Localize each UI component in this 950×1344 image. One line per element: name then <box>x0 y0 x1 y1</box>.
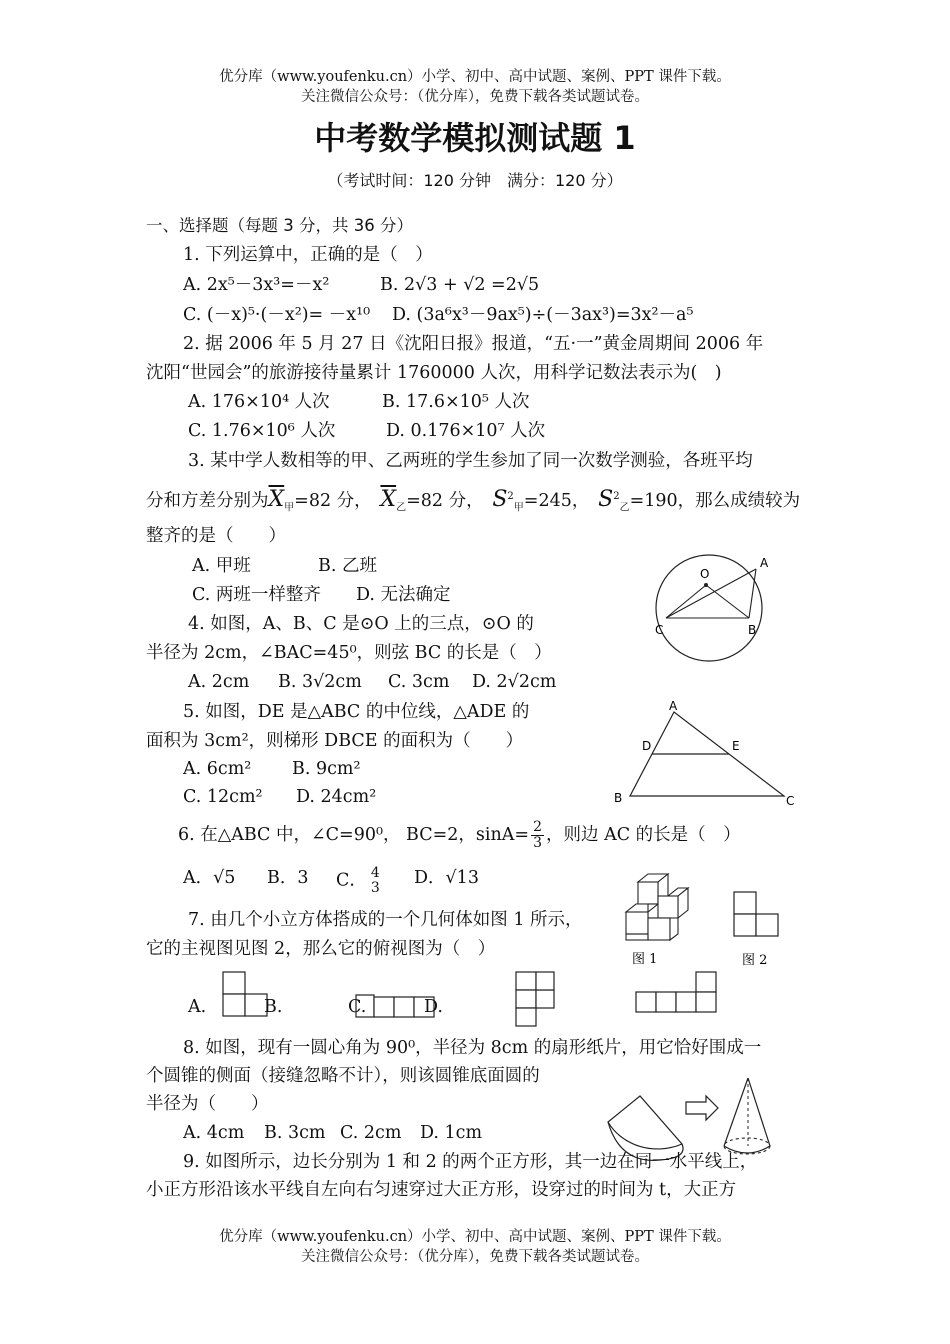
grid-cell <box>636 992 656 1012</box>
q6-option-c <box>336 866 384 896</box>
q2-option-b: B. 17.6×10⁵ 人次 <box>382 392 530 412</box>
q3-option-c: C. 两班一样整齐 <box>192 585 321 605</box>
q7-option-d: D. <box>424 997 443 1017</box>
grid-cell <box>696 972 716 992</box>
q3-mean-yi: =82 分， <box>406 491 475 511</box>
cube-side-3 <box>670 918 678 940</box>
q1-stem: 1. 下列运算中，正确的是（ ） <box>183 245 433 265</box>
grid-cell <box>536 990 554 1008</box>
cube-figure-1 <box>610 870 700 965</box>
grid-cell <box>696 992 716 1012</box>
grid-cell <box>656 992 676 1012</box>
q6-c-num: 4 <box>370 865 380 881</box>
view-cell <box>734 892 756 914</box>
s-yi-sub: 乙 <box>619 502 630 514</box>
header-line-2: 关注微信公众号：（优分库），免费下载各类试题试卷。 <box>301 89 649 105</box>
q6-option-c-label: C． <box>336 870 367 891</box>
q3-option-a: A. 甲班 <box>192 556 251 576</box>
x-bar-yi-sub: 乙 <box>396 502 407 514</box>
q6-option-a: A．√5 <box>183 868 236 888</box>
grid-cell <box>516 990 536 1008</box>
cube-base <box>626 934 648 940</box>
q8-stem-line-3: 半径为（ ） <box>146 1094 269 1114</box>
cone-edge-left <box>724 1078 748 1146</box>
q8-option-b: B. 3cm <box>264 1123 326 1143</box>
q4-stem-line-1: 4. 如图，A、B、C 是⊙O 上的三点，⊙O 的 <box>188 614 534 634</box>
q8-stem-line-1: 8. 如图，现有一圆心角为 90⁰，半径为 8cm 的扇形纸片，用它恰好围成一 <box>183 1038 762 1058</box>
section-heading: 一、选择题（每题 3 分，共 36 分） <box>146 216 413 235</box>
grid-cell <box>223 994 245 1016</box>
q7-option-a: A. <box>188 997 207 1017</box>
q7-option-c: C. <box>348 997 367 1017</box>
q3-stem-line-3: 整齐的是（ ） <box>146 526 286 546</box>
grid-cell <box>356 995 374 1017</box>
cube-front-2 <box>658 896 678 918</box>
s-jia: S <box>492 487 508 512</box>
q6-option-b: B．3 <box>267 868 309 888</box>
q3-var-yi: =190，那么成绩较为 <box>629 491 801 511</box>
label-c: C <box>786 794 795 808</box>
circle-figure <box>648 544 778 664</box>
q2-option-a: A. 176×10⁴ 人次 <box>188 392 330 412</box>
q3-option-d: D. 无法确定 <box>356 585 451 605</box>
q6-stem-start: 6. 在△ABC 中，∠C=90⁰， BC=2，sinA= <box>178 825 530 845</box>
x-bar-jia: $\overline{X}$ <box>268 487 285 512</box>
q1-option-c: C. (－x)⁵·(－x²)= －x¹⁰ <box>183 305 371 325</box>
q3-var-jia: =245， <box>523 491 581 511</box>
q3-stem-line-1: 3. 某中学人数相等的甲、乙两班的学生参加了同一次数学测验，各班平均 <box>188 451 753 471</box>
q2-option-c: C. 1.76×10⁶ 人次 <box>188 421 336 441</box>
label-c: C <box>655 623 664 637</box>
radius-oc <box>666 585 706 618</box>
q6-frac-num: 2 <box>533 819 542 835</box>
grid-cell <box>223 972 245 994</box>
grid-cell <box>516 972 536 990</box>
q7-stem-line-2: 它的主视图见图 2，那么它的俯视图为（ ） <box>146 939 496 959</box>
q8-option-d: D. 1cm <box>420 1123 483 1143</box>
q4-stem-line-2: 半径为 2cm，∠BAC=45⁰，则弦 BC 的长是（ ） <box>146 643 552 663</box>
grid-cell <box>536 972 554 990</box>
q3-stem-prefix: 分和方差分别为 <box>146 491 269 511</box>
grid-cell <box>676 992 696 1012</box>
view-cell <box>756 914 778 936</box>
front-view-figure-2 <box>728 888 788 968</box>
q6-c-den: 3 <box>370 880 380 896</box>
fig1-label: 图 1 <box>632 952 658 965</box>
page-title: 中考数学模拟测试题 1 <box>314 119 636 157</box>
grid-cell <box>374 997 394 1017</box>
label-d: D <box>642 739 652 753</box>
grid-cell <box>394 997 414 1017</box>
q3-stem-line-2: 分和方差分别为$\overline{X}_甲=82$ 分， $\overline{X}_乙=82$ 分， $S^2_甲=245$， $S^2_乙=190$，那么成绩较为 <box>146 487 801 514</box>
q5-option-b: B. 9cm² <box>292 759 361 779</box>
x-bar-yi: $\overline{X}$ <box>380 487 397 512</box>
q6-option-d: D．√13 <box>414 868 479 888</box>
q5-option-d: D. 24cm² <box>296 787 377 807</box>
cube-front <box>638 882 658 904</box>
q5-option-c: C. 12cm² <box>183 787 263 807</box>
grid-cell <box>516 1008 536 1026</box>
label-a: A <box>760 556 769 570</box>
q6-frac-den: 3 <box>533 835 542 851</box>
q3-mean-jia: =82 分， <box>294 491 363 511</box>
q7-option-a-figure <box>220 970 270 1020</box>
s-jia-sub: 甲 <box>513 502 524 514</box>
q8-stem-line-2: 个圆锥的侧面（接缝忽略不计），则该圆锥底面圆的 <box>146 1066 540 1086</box>
q4-option-c: C. 3cm <box>388 672 450 692</box>
footer-line-2: 关注微信公众号：（优分库），免费下载各类试题试卷。 <box>301 1249 649 1265</box>
triangle-figure <box>608 698 808 810</box>
q3-option-b: B. 乙班 <box>318 556 377 576</box>
cube-front-3 <box>626 912 648 934</box>
sector <box>608 1096 682 1149</box>
q5-stem-line-2: 面积为 3cm²，则梯形 DBCE 的面积为（ ） <box>146 731 524 751</box>
q7-option-b: B. <box>264 997 283 1017</box>
exam-info: （考试时间：120 分钟 满分：120 分） <box>327 171 623 190</box>
q6-fraction <box>531 820 544 851</box>
q7-option-extra-figure-1 <box>514 970 558 1030</box>
radius-ob <box>706 585 749 618</box>
chord-ca <box>666 569 756 618</box>
s-yi: S <box>598 487 614 512</box>
q7-stem-line-1: 7. 由几个小立方体搭成的一个几何体如图 1 所示， <box>188 910 583 930</box>
q1-option-d: D. (3a⁶x³－9ax⁵)÷(－3ax³)=3x²－a⁵ <box>392 305 694 325</box>
q5-stem-line-1: 5. 如图，DE 是△ABC 的中位线，△ADE 的 <box>183 702 530 722</box>
q8-option-c: C. 2cm <box>340 1123 402 1143</box>
x-bar-jia-sub: 甲 <box>284 502 295 514</box>
footer-line-1: 优分库（www.youfenku.cn）小学、初中、高中试题、案例、PPT 课件下载。 <box>219 1229 731 1245</box>
q9-stem-line-2: 小正方形沿该水平线自左向右匀速穿过大正方形，设穿过的时间为 t，大正方 <box>146 1180 737 1200</box>
header-line-1: 优分库（www.youfenku.cn）小学、初中、高中试题、案例、PPT 课件下载。 <box>219 69 731 85</box>
center-point <box>704 583 708 587</box>
q2-stem-line-2: 沈阳“世园会”的旅游接待量累计 1760000 人次，用科学记数法表示为( ) <box>146 363 722 383</box>
cone-edge-right <box>748 1078 770 1146</box>
q7-option-extra-figure-2 <box>634 970 720 1016</box>
cube-top-3 <box>626 904 658 912</box>
q1-option-a: A. 2x⁵－3x³=－x² <box>183 275 330 295</box>
arrow-icon <box>686 1096 718 1120</box>
q9-stem-line-1: 9. 如图所示，边长分别为 1 和 2 的两个正方形，其一边在同一水平线上， <box>183 1152 758 1172</box>
q4-option-a: A. 2cm <box>188 672 250 692</box>
view-cell <box>734 914 756 936</box>
q1-option-b: B. 2√3 + √2 =2√5 <box>380 275 540 295</box>
q2-stem-line-1: 2. 据 2006 年 5 月 27 日《沈阳日报》报道，“五·一”黄金周期间 2006 年 <box>183 334 764 354</box>
label-o: O <box>700 567 710 581</box>
label-e: E <box>732 739 740 753</box>
chord-ab <box>749 569 756 618</box>
q8-option-a: A. 4cm <box>183 1123 245 1143</box>
q6-stem <box>178 820 741 851</box>
fig2-label: 图 2 <box>742 953 768 968</box>
q5-option-a: A. 6cm² <box>183 759 252 779</box>
q6-option-c-fraction <box>369 866 382 896</box>
q4-option-d: D. 2√2cm <box>472 672 557 692</box>
q4-option-b: B. 3√2cm <box>278 672 362 692</box>
q6-stem-end: ，则边 AC 的长是（ ） <box>546 825 741 845</box>
cube-front-4 <box>648 918 670 940</box>
label-b: B <box>748 623 757 637</box>
q2-option-d: D. 0.176×10⁷ 人次 <box>386 421 546 441</box>
label-b: B <box>614 791 623 805</box>
label-a: A <box>669 699 678 713</box>
